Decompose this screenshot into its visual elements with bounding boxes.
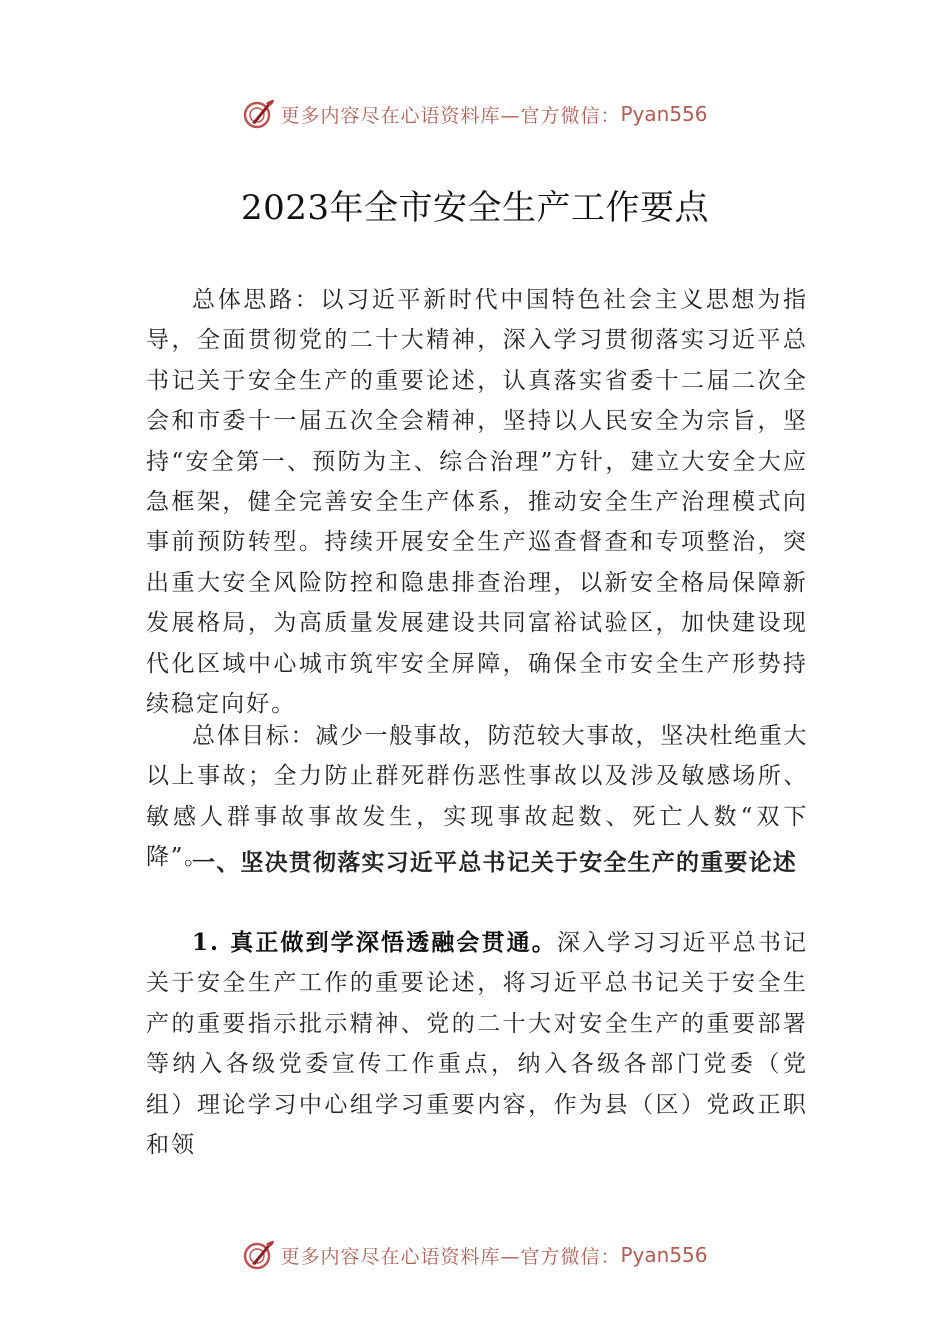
document-title: 2023年全市安全生产工作要点 <box>240 188 710 228</box>
quill-logo-icon <box>242 97 276 131</box>
quill-logo-icon <box>242 1238 276 1272</box>
watermark-text: 更多内容尽在心语资料库—官方微信： <box>280 1245 621 1268</box>
watermark-footer <box>0 1235 950 1275</box>
watermark-header <box>0 94 950 134</box>
watermark-text: 更多内容尽在心语资料库—官方微信： <box>280 104 621 127</box>
paragraph-overall-goal: 总体目标：减少一般事故，防范较大事故，坚决杜绝重大以上事故；全力防止群死群伤恶性事故以及涉及敏感场所、敏感人群事故事故发生，实现事故起数、死亡人数“双下降”。 <box>146 723 808 871</box>
paragraph-item-1 <box>146 923 808 1165</box>
watermark-id: Pyan556 <box>620 102 708 126</box>
watermark-id: Pyan556 <box>620 1243 708 1267</box>
paragraph-overall-approach: 总体思路：以习近平新时代中国特色社会主义思想为指导，全面贯彻党的二十大精神，深入学习贯彻落实习近平总书记关于安全生产的重要论述，认真落实省委十二届二次全会和市委十一届五次全会精神，坚持以人民安全为宗旨，坚持“安全第一、预防为主、综合治理”方针，建立大安全大应急框架，健全完善安全生产体系，推动安全生产治理模式向事前预防转型。持续开展安全生产巡查督查和专项整治，突出重大安全风险防控和隐患排查治理，以新安全格局保障新发展格局，为高质量发展建设共同富裕试验区，加快建设现代化区域中心城市筑牢安全屏障，确保全市安全生产形势持续稳定向好。 <box>146 287 808 718</box>
section-heading-1: 一、坚决贯彻落实习近平总书记关于安全生产的重要论述 <box>192 850 797 876</box>
item-1-lead: 1. 真正做到学深悟透融会贯通。 <box>192 929 557 956</box>
item-1-text: 深入学习习近平总书记关于安全生产工作的重要论述，将习近平总书记关于安全生产的重要指示批示精神、党的二十大对安全生产的重要部署等纳入各级党委宣传工作重点，纳入各级各部门党委（党组）理论学习中心组学习重要内容，作为县（区）党政正职和领 <box>146 930 808 1159</box>
